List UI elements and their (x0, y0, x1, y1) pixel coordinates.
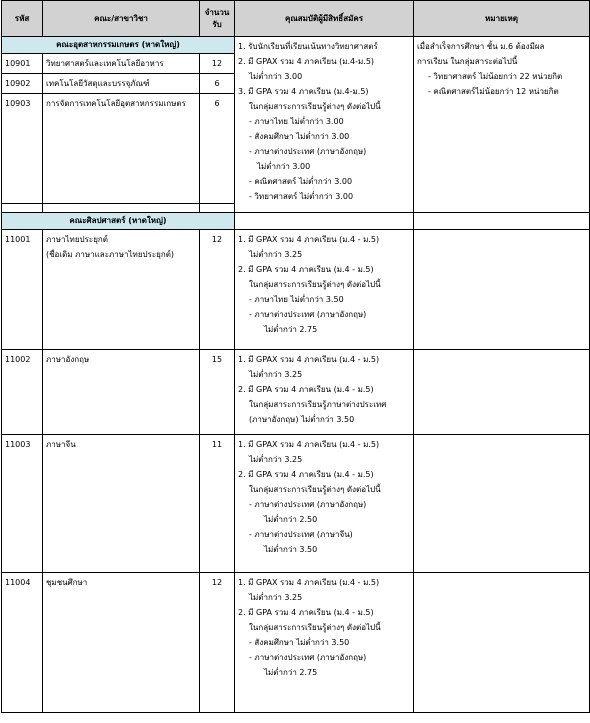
qual-line: 2. มี GPAX รวม 4 ภาคเรียน (ม.4-ม.5) (238, 57, 375, 66)
program-code: 10901 (2, 54, 43, 74)
header-seats: จำนวนรับ (200, 1, 235, 37)
qual-line: ไม่ต่ำกว่า 3.25 (249, 593, 303, 602)
qual-line: ในกลุ่มสาระการเรียนรู้ต่างๆ ดังต่อไปนี้ (249, 485, 381, 494)
program-seats: 12 (200, 573, 235, 713)
qual-line: ไม่ต่ำกว่า 3.25 (249, 370, 303, 379)
remark-line: การเรียน ในกลุ่มสาระต่อไปนี้ (417, 57, 518, 66)
qual-line: - วิทยาศาสตร์ ไม่ต่ำกว่า 3.00 (249, 192, 354, 201)
section1-remarks (414, 37, 590, 213)
qual-line: - ภาษาต่างประเทศ (ภาษาจีน) (249, 530, 353, 539)
qual-line: - สังคมศึกษา ไม่ต่ำกว่า 3.50 (249, 638, 350, 647)
program-name-main: ภาษาไทยประยุกต์ (46, 235, 108, 244)
qual-line: - ภาษาไทย ไม่ต่ำกว่า 3.50 (249, 295, 344, 304)
header-code: รหัส (2, 1, 43, 37)
qual-line: 1. มี GPAX รวม 4 ภาคเรียน (ม.4 - ม.5) (238, 235, 380, 244)
qual-line: - ภาษาต่างประเทศ (ภาษาอังกฤษ) (249, 147, 367, 156)
program-qualifications (235, 230, 414, 350)
remark-line: - วิทยาศาสตร์ ไม่น้อยกว่า 22 หน่วยกิต (428, 72, 563, 81)
qual-line: ไม่ต่ำกว่า 3.00 (257, 162, 311, 171)
qual-line: 2. มี GPA รวม 4 ภาคเรียน (ม.4 - ม.5) (238, 385, 374, 394)
qual-line: 2. มี GPA รวม 4 ภาคเรียน (ม.4 - ม.5) (238, 265, 374, 274)
qual-line: ไม่ต่ำกว่า 3.50 (264, 545, 318, 554)
program-name: เทคโนโลยีวัสดุและบรรจุภัณฑ์ (43, 74, 200, 94)
header-remarks: หมายเหตุ (414, 1, 590, 37)
program-name-former: (ชื่อเดิม ภาษาและภาษาไทยประยุกต์) (46, 250, 175, 259)
qual-line: ไม่ต่ำกว่า 2.50 (264, 515, 318, 524)
qual-line: ในกลุ่มสาระการเรียนรู้ภาษาต่างประเทศ (249, 400, 387, 409)
qual-line: ไม่ต่ำกว่า 2.75 (264, 325, 318, 334)
qual-line: - สังคมศึกษา ไม่ต่ำกว่า 3.00 (249, 132, 350, 141)
qual-line: 1. รับนักเรียนที่เรียนเน้นทางวิทยาศาสตร์ (238, 42, 378, 51)
program-qualifications (235, 350, 414, 435)
program-code: 10903 (2, 94, 43, 204)
section1-qualifications (235, 37, 414, 213)
program-seats: 12 (200, 230, 235, 350)
qual-line: 3. มี GPA รวม 4 ภาคเรียน (ม.4-ม.5) (238, 87, 369, 96)
remark-line: - คณิตศาสตร์ไม่น้อยกว่า 12 หน่วยกิต (428, 87, 559, 96)
qual-line: 2. มี GPA รวม 4 ภาคเรียน (ม.4 - ม.5) (238, 470, 374, 479)
program-code: 11003 (2, 435, 43, 573)
program-name: วิทยาศาสตร์และเทคโนโลยีอาหาร (43, 54, 200, 74)
qual-line: - คณิตศาสตร์ ไม่ต่ำกว่า 3.00 (249, 177, 353, 186)
qual-line: ในกลุ่มสาระการเรียนรู้ต่างๆ ดังต่อไปนี้ (249, 102, 381, 111)
program-qualifications (235, 435, 414, 573)
header-qualifications: คุณสมบัติผู้มีสิทธิ์สมัคร (235, 1, 414, 37)
qual-line: 1. มี GPAX รวม 4 ภาคเรียน (ม.4 - ม.5) (238, 440, 380, 449)
qual-line: - ภาษาต่างประเทศ (ภาษาอังกฤษ) (249, 500, 367, 509)
section-title-agro-industry: คณะอุตสาหกรรมเกษตร (หาดใหญ่) (2, 37, 235, 54)
program-name: การจัดการเทคโนโลยีอุตสาหกรรมเกษตร (43, 94, 200, 204)
table-row (2, 435, 590, 573)
qual-line: ในกลุ่มสาระการเรียนรู้ต่างๆ ดังต่อไปนี้ (249, 623, 381, 632)
remark-line: เมื่อสำเร็จการศึกษา ชั้น ม.6 ต้องมีผล (417, 42, 545, 51)
program-seats: 15 (200, 350, 235, 435)
qual-line: ไม่ต่ำกว่า 3.00 (249, 72, 303, 81)
qual-line: - ภาษาไทย ไม่ต่ำกว่า 3.00 (249, 117, 344, 126)
qual-line: ไม่ต่ำกว่า 3.25 (249, 250, 303, 259)
program-name: ชุมชนศึกษา (43, 573, 200, 713)
qual-line: 1. มี GPAX รวม 4 ภาคเรียน (ม.4 - ม.5) (238, 578, 380, 587)
program-name (43, 230, 200, 350)
qual-line: - ภาษาต่างประเทศ (ภาษาอังกฤษ) (249, 310, 367, 319)
program-seats: 12 (200, 54, 235, 74)
qual-line: ไม่ต่ำกว่า 3.25 (249, 455, 303, 464)
qual-line: 2. มี GPA รวม 4 ภาคเรียน (ม.4 - ม.5) (238, 608, 374, 617)
program-qualifications (235, 573, 414, 713)
program-code: 11004 (2, 573, 43, 713)
table-row (2, 230, 590, 350)
qual-line: - ภาษาต่างประเทศ (ภาษาอังกฤษ) (249, 653, 367, 662)
program-name: ภาษาอังกฤษ (43, 350, 200, 435)
program-code: 11002 (2, 350, 43, 435)
program-code: 11001 (2, 230, 43, 350)
section-title-liberal-arts: คณะศิลปศาสตร์ (หาดใหญ่) (2, 213, 235, 230)
qual-line: ไม่ต่ำกว่า 2.75 (264, 668, 318, 677)
admission-table (1, 0, 590, 713)
qual-line: (ภาษาอังกฤษ) ไม่ต่ำกว่า 3.50 (249, 415, 355, 424)
program-name: ภาษาจีน (43, 435, 200, 573)
program-seats: 6 (200, 94, 235, 204)
qual-line: ในกลุ่มสาระการเรียนรู้ต่างๆ ดังต่อไปนี้ (249, 280, 381, 289)
program-seats: 11 (200, 435, 235, 573)
program-code: 10902 (2, 74, 43, 94)
table-row (2, 350, 590, 435)
program-seats: 6 (200, 74, 235, 94)
header-faculty: คณะ/สาขาวิชา (43, 1, 200, 37)
qual-line: 1. มี GPAX รวม 4 ภาคเรียน (ม.4 - ม.5) (238, 355, 380, 364)
table-row (2, 573, 590, 713)
